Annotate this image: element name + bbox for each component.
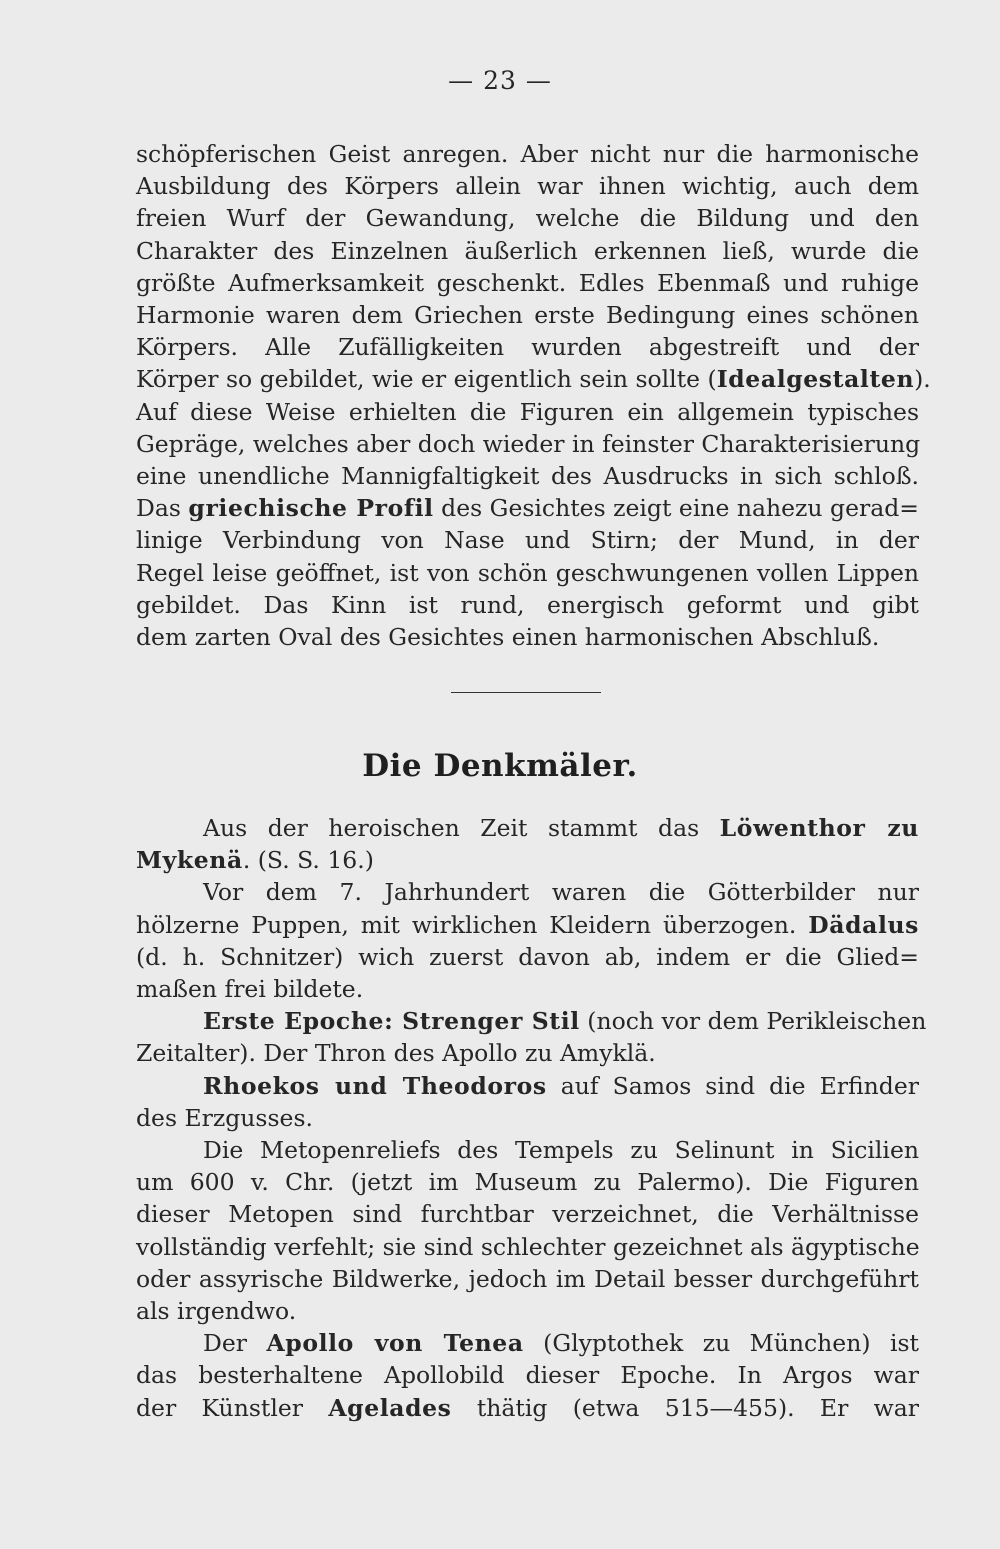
text-run: Körpers. Alle Zufälligkeiten wurden abgestreift und der (136, 333, 919, 362)
text-run: (Glyptothek zu München) ist (523, 1329, 919, 1358)
section-divider (451, 692, 601, 693)
text-line (136, 909, 919, 941)
text-line (136, 267, 919, 299)
text-line (136, 170, 919, 202)
text-line (136, 363, 931, 395)
emphasized-term: Apollo von Tenea (266, 1329, 524, 1358)
text-run: hölzerne Puppen, mit wirklichen Kleidern überzogen. (136, 910, 809, 939)
text-run: des Gesichtes zeigt eine nahezu gerad= (433, 494, 919, 523)
text-line (136, 460, 919, 492)
text-line (136, 844, 919, 876)
text-line (136, 138, 919, 170)
text-run: Das (136, 494, 189, 523)
emphasized-term: Rhoekos und Theodoros (203, 1071, 547, 1100)
emphasized-term: Agelades (328, 1393, 452, 1422)
text-line (136, 1359, 919, 1391)
text-line (136, 396, 919, 428)
text-run: auf Samos sind die Erfinder (546, 1071, 919, 1100)
text-line (136, 1263, 919, 1295)
text-run: gebildet. Das Kinn ist rund, energisch geformt und gibt (136, 590, 919, 619)
text-line (136, 973, 919, 1005)
text-line (136, 1198, 919, 1230)
text-run: dieser Metopen sind furchtbar verzeichnet, die Verhältnisse (136, 1200, 919, 1229)
text-run: (noch vor dem Perikleischen (579, 1007, 927, 1036)
text-run: freien Wurf der Gewandung, welche die Bildung und den (136, 204, 919, 233)
emphasized-term: Löwenthor zu (719, 814, 919, 842)
text-run: vollständig verfehlt; sie sind schlechter gezeichnet als ägyptische (136, 1232, 920, 1261)
text-line (136, 1166, 919, 1198)
text-run: um 600 v. Chr. (jetzt im Museum zu Palermo). Die Figuren (136, 1168, 919, 1197)
text-run: größte Aufmerksamkeit geschenkt. Edles Ebenmaß und ruhige (136, 268, 919, 297)
text-run: Der (203, 1329, 267, 1358)
section-heading: Die Denkmäler. (362, 748, 638, 784)
text-run: thätig (etwa 515—455). Er war (451, 1393, 919, 1422)
emphasized-term: griechische Profil (188, 494, 434, 523)
text-run: eine unendliche Mannigfaltigkeit des Ausdrucks in sich schloß. (136, 462, 919, 490)
text-line (203, 1070, 919, 1102)
text-run: linige Verbindung von Nase und Stirn; der Mund, in der (136, 526, 919, 555)
text-line (136, 1102, 919, 1134)
text-line (203, 1005, 927, 1037)
emphasized-term: Erste Epoche: Strenger Stil (203, 1007, 580, 1036)
text-run: dem zarten Oval des Gesichtes einen harmonischen Abschluß. (136, 623, 880, 651)
text-run: (d. h. Schnitzer) wich zuerst davon ab, indem er die Glied= (136, 942, 919, 971)
text-run: als irgendwo. (136, 1297, 297, 1325)
text-line (203, 1327, 919, 1359)
text-run: maßen frei bildete. (136, 975, 364, 1003)
text-line (136, 331, 919, 363)
text-run: Zeitalter). Der Thron des Apollo zu Amyklä. (136, 1039, 656, 1068)
text-line (203, 876, 919, 908)
text-line (136, 941, 919, 973)
text-run: des Erzgusses. (136, 1103, 313, 1132)
page-number: — 23 — (448, 66, 552, 95)
text-line (136, 621, 919, 653)
text-run: Charakter des Einzelnen äußerlich erkennen ließ, wurde die (136, 236, 919, 265)
text-line (136, 235, 919, 267)
text-run: Aus der heroischen Zeit stammt das (203, 814, 720, 842)
text-run: Harmonie waren dem Griechen erste Bedingung eines schönen (136, 301, 919, 329)
emphasized-term: Mykenä (136, 846, 243, 875)
text-line (136, 557, 919, 589)
text-run: . (S. S. 16.) (242, 846, 374, 875)
text-line (136, 589, 919, 621)
text-line (136, 299, 919, 331)
text-line (136, 1392, 919, 1424)
text-line (136, 202, 919, 234)
text-run: schöpferischen Geist anregen. Aber nicht nur die harmonische (136, 140, 919, 168)
text-line (136, 492, 919, 524)
emphasized-term: Idealgestalten (716, 365, 915, 394)
text-line (136, 524, 919, 556)
text-line (136, 1231, 919, 1263)
emphasized-term: Dädalus (808, 910, 919, 939)
text-line (136, 428, 919, 460)
text-run: ). (914, 365, 931, 394)
text-line (136, 1295, 919, 1327)
text-run: Regel leise geöffnet, ist von schön geschwungenen vollen Lippen (136, 558, 919, 587)
text-run: Vor dem 7. Jahrhundert waren die Götterbilder nur (203, 878, 919, 907)
text-line (203, 1134, 919, 1166)
text-run: Körper so gebildet, wie er eigentlich sein sollte ( (136, 365, 717, 394)
text-run: oder assyrische Bildwerke, jedoch im Detail besser durchgeführt (136, 1264, 919, 1293)
text-run: Die Metopenreliefs des Tempels zu Selinunt in Sicilien (203, 1136, 919, 1164)
text-run: der Künstler (136, 1393, 329, 1422)
text-run: Gepräge, welches aber doch wieder in feinster Charakterisierung (136, 429, 921, 458)
text-line (203, 812, 919, 844)
text-run: das besterhaltene Apollobild dieser Epoche. In Argos war (136, 1361, 919, 1390)
text-run: Ausbildung des Körpers allein war ihnen wichtig, auch dem (136, 172, 919, 201)
text-line (136, 1037, 919, 1069)
text-run: Auf diese Weise erhielten die Figuren ein allgemein typisches (136, 397, 919, 426)
